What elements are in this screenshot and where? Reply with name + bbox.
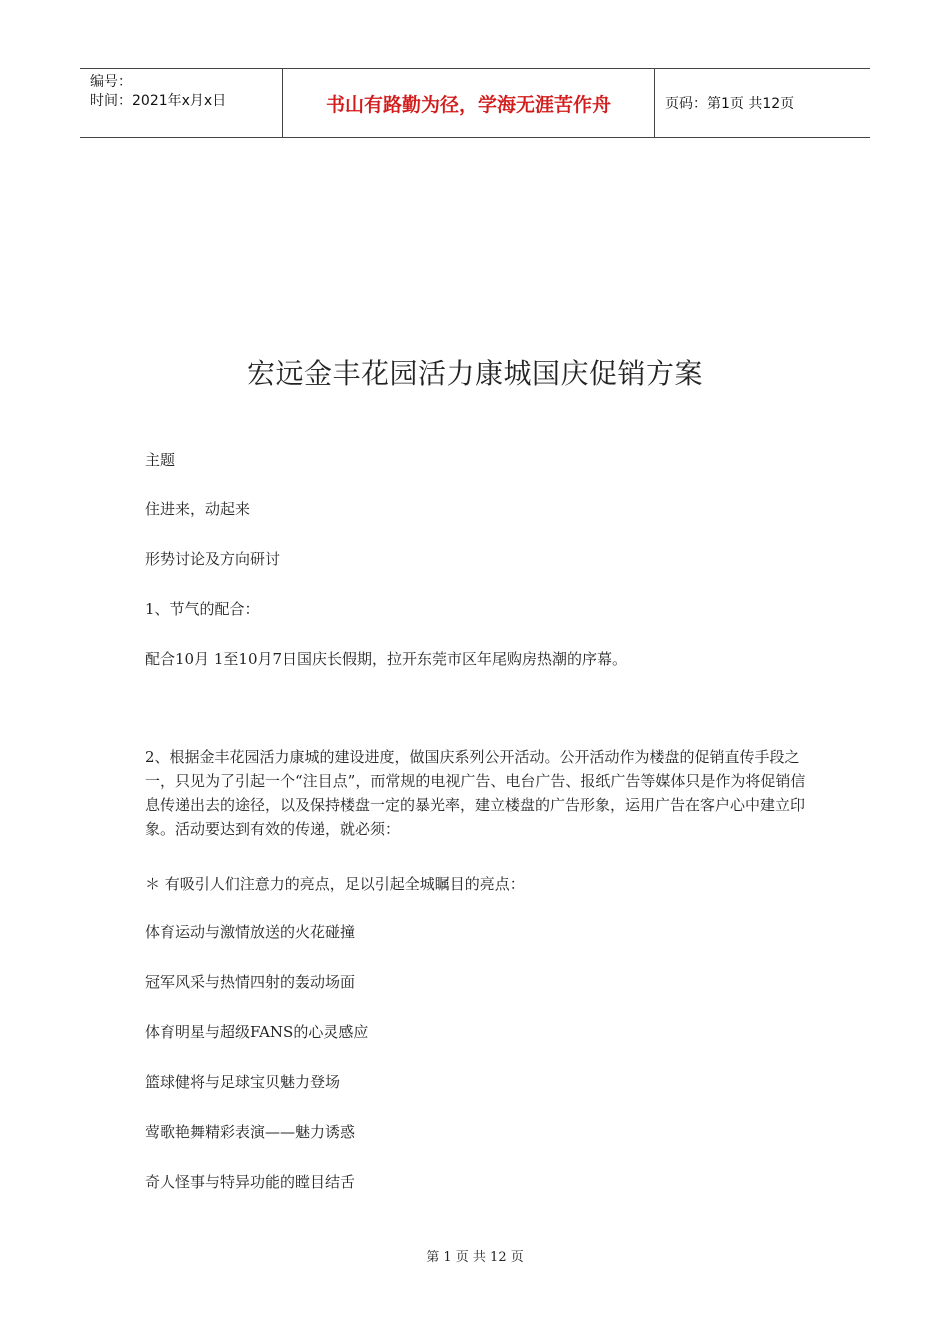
page-footer: 第 1 页 共 12 页 [426, 1250, 524, 1265]
paragraph-point-2: 2、根据金丰花园活力康城的建设进度，做国庆系列公开活动。公开活动作为楼盘的促销直传手段之一，只见为了引起一个“注目点”，而常规的电视广告、电台广告、报纸广告等媒体只是作为将促销信息传递出去的途径，以及保持楼盘一定的暴光率，建立楼盘的广告形象，运用广告在客户心中建立印象。活动要达到有效的传递，就必须： [145, 748, 806, 838]
time-label: 时间：2021年x月x日 [90, 93, 227, 109]
paragraph-point-1-body: 配合10月 1至10月7日国庆长假期，拉开东莞市区年尾购房热潮的序幕。 [145, 650, 628, 668]
list-item: 篮球健将与足球宝贝魅力登场 [145, 1073, 341, 1091]
header-meta [80, 69, 282, 137]
paragraph-section-heading: 形势讨论及方向研讨 [145, 550, 281, 568]
paragraph-theme: 住进来，动起来 [145, 500, 251, 518]
list-item: 奇人怪事与特异功能的瞠目结舌 [145, 1173, 356, 1191]
header-motto: 书山有路勤为径，学海无涯苦作舟 [282, 69, 655, 137]
paragraph-highlight-intro: ＊ 有吸引人们注意力的亮点，足以引起全城瞩目的亮点： [145, 875, 525, 893]
paragraph-point-1-heading: 1、节气的配合： [145, 600, 260, 618]
page-header [80, 68, 870, 138]
code-label: 编号： [90, 74, 132, 90]
list-item: 体育明星与超级FANS的心灵感应 [145, 1023, 369, 1041]
list-item: 体育运动与激情放送的火花碰撞 [145, 923, 356, 941]
list-item: 莺歌艳舞精彩表演——魅力诱惑 [145, 1123, 356, 1141]
list-item: 冠军风采与热情四射的轰动场面 [145, 973, 356, 991]
header-page-info: 页码：第1页 共12页 [665, 96, 795, 112]
paragraph-theme-label: 主题 [145, 451, 176, 469]
document-title: 宏远金丰花园活力康城国庆促销方案 [246, 357, 703, 390]
